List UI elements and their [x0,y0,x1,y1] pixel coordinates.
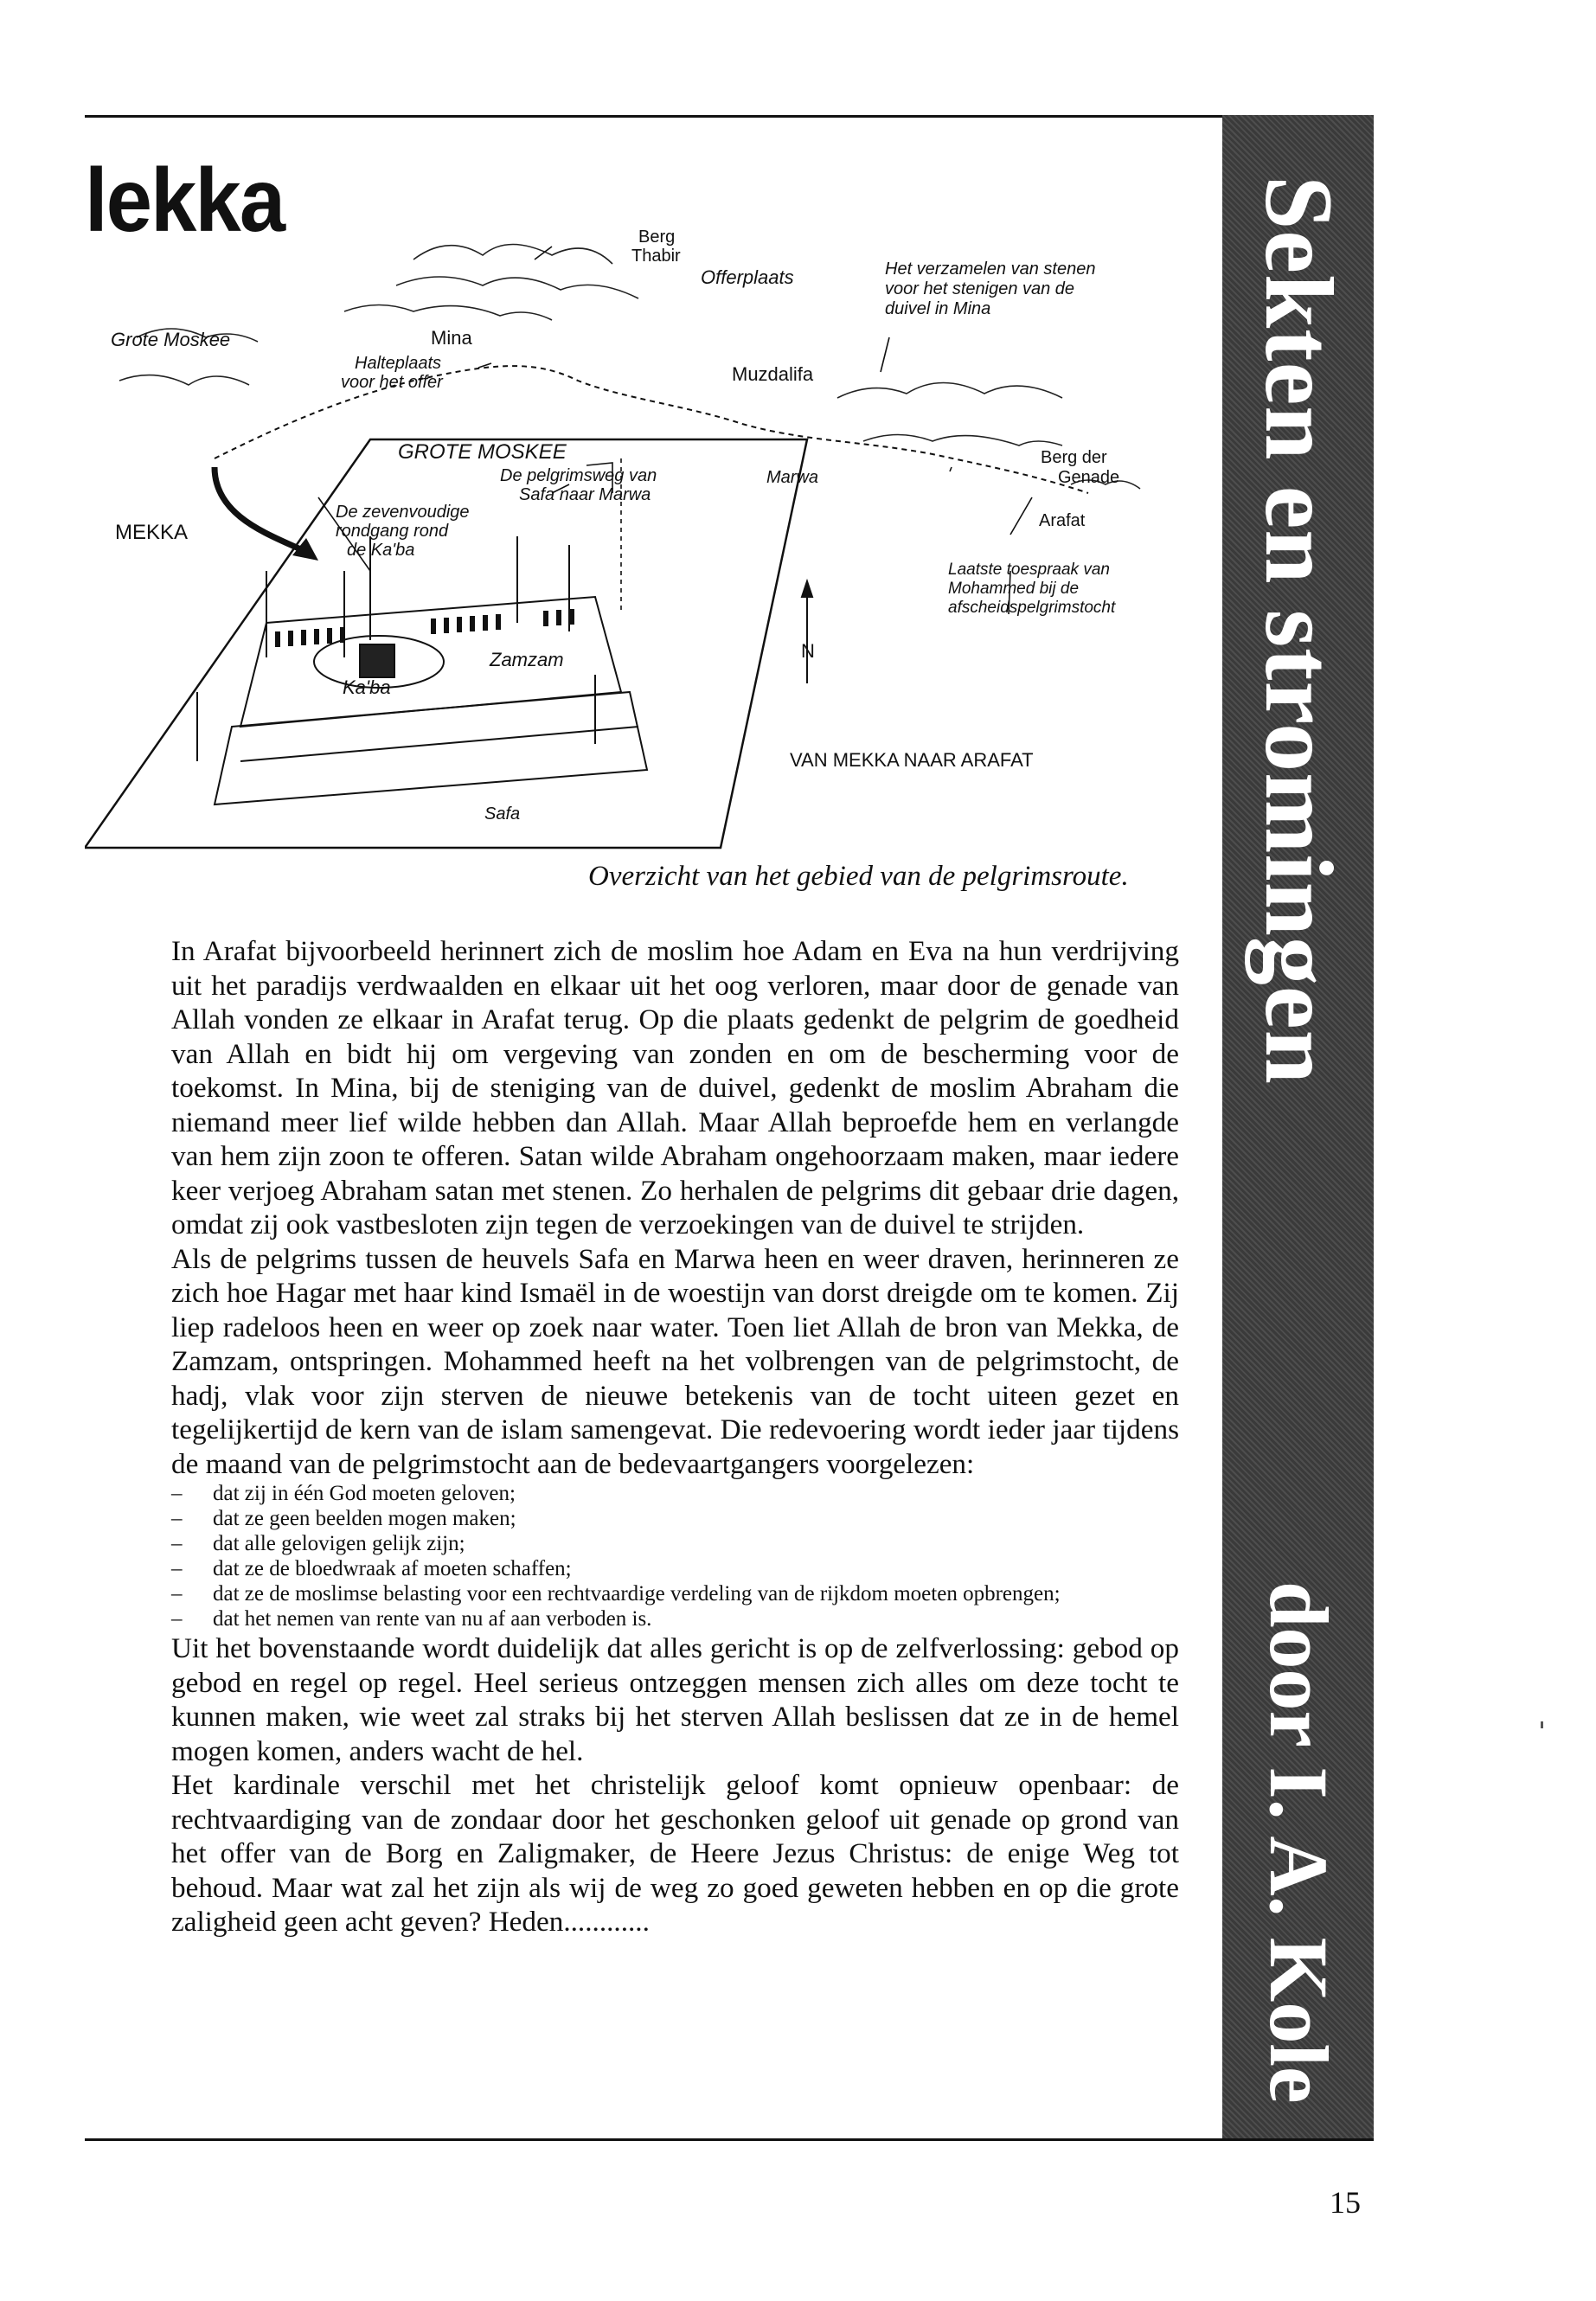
list-item: – dat ze de bloedwraak af moeten schaffen; [171,1556,1179,1581]
map-label-stenen-3: duivel in Mina [885,299,991,318]
north-arrow [802,581,812,683]
map-label-inset-title: GROTE MOSKEE [398,440,567,464]
map-label-berg-thabir-2: Thabir [631,247,681,266]
page-heading: lekka [85,151,285,251]
map-label-arafat: Arafat [1039,511,1086,530]
pilgrimage-map [85,208,1209,865]
list-item: – dat ze geen beelden mogen maken; [171,1506,1179,1531]
map-label-zevenvoudige-3: de Ka'ba [347,541,415,560]
paragraph: In Arafat bijvoorbeeld herinnert zich de moslim hoe Adam en Eva na hun verdrijving uit het paradijs verdwaalden en elkaar uit het oog verloren, maar door de genade van Allah vonden ze elkaar in Arafat terug. Op die plaats gedenkt de pelgrim de goedheid van Allah en bidt hij om vergeving van zonden en om de bescherming voor de toekomst. In Mina, bij de steniging van de duivel, gedenkt de moslim Abraham die niemand meer lief wilde hebben dan Allah. Maar Allah beproefde hem en verlangde van hem zijn zoon te offeren. Satan wilde Abraham ongehoorzaam maken, maar iedere keer verjoeg Abraham satan met stenen. Zo herhalen de pelgrims dit gebaar drie dagen, omdat zij ook vastbesloten zijn tegen de verzoekingen van de duivel te strijden. [171,935,1179,1240]
map-label-muzdalifa: Muzdalifa [732,363,814,385]
map-label-halteplaats-1: Halteplaats [355,354,442,373]
map-label-berg-thabir-1: Berg [638,228,676,247]
scan-speck [1541,1721,1543,1728]
map-label-mekka: MEKKA [115,521,189,544]
list-item: – dat alle gelovigen gelijk zijn; [171,1531,1179,1556]
figure-caption: Overzicht van het gebied van de pelgrimsroute. [588,861,1129,892]
bullet-list [171,1481,1179,1631]
mekka-arrow [215,467,310,554]
paragraph: Het kardinale verschil met het christelijk geloof komt opnieuw openbaar: de rechtvaardiging van de zondaar door het geschonken geloof uit genade op grond van het offer van de Borg en Zaligmaker, de Heere Jezus Christus: de enige Weg tot behoud. Maar wat zal het zijn als wij de weg zo goed geweten hebben en op die grote zaligheid geen acht geven? Heden............ [171,1769,1179,1938]
map-label-north: N [801,640,815,662]
paragraph: Uit het bovenstaande wordt duidelijk dat alles gericht is op de zelfverlossing: gebod op gebod en regel op regel. Heel serieus ontzeggen mensen zich alles om deze tocht te kunnen maken, wie weet zal straks bij het sterven Allah beslissen dat ze in de hemel mogen komen, anders wacht de hel. [171,1632,1179,1767]
map-label-zamzam: Zamzam [490,649,564,670]
map-label-pelgrimsweg-2: Safa naar Marwa [519,485,651,504]
map-label-halteplaats-2: voor het offer [341,373,443,392]
list-item: – dat het nemen van rente van nu af aan verboden is. [171,1606,1179,1631]
map-label-zevenvoudige-2: rondgang rond [336,522,449,541]
page-number: 15 [1330,2185,1361,2220]
series-title: Sekten en stromingen [1244,176,1352,1085]
map-label-grote-moskee: Grote Moskee [111,329,231,350]
map-label-kaba: Ka'ba [343,676,391,698]
article-body [171,934,1179,1939]
series-sidebar [1222,115,1374,2141]
map-label-stenen-2: voor het stenigen van de [885,279,1075,298]
map-label-offerplaats: Offerplaats [701,266,794,288]
map-label-safa: Safa [484,804,521,824]
map-label-toespraak-1: Laatste toespraak van [948,561,1110,579]
map-label-toespraak-3: afscheidspelgrimstocht [948,599,1116,617]
map-label-marwa: Marwa [766,468,819,487]
map-label-zevenvoudige-1: De zevenvoudige [336,503,470,522]
series-author: door I. A. Kole [1252,1581,1345,2104]
mosque-arcade [275,609,574,647]
list-item: – dat ze de moslimse belasting voor een rechtvaardige verdeling van de rijkdom moeten opbrengen; [171,1581,1179,1606]
paragraph: Als de pelgrims tussen de heuvels Safa en Marwa heen en weer draven, herinneren ze zich hoe Hagar met haar kind Ismaël in de woestijn van dorst dreigde om te komen. Zij liep radeloos heen en weer op zoek naar water. Toen liet Allah de bron van Mekka, de Zamzam, ontspringen. Mohammed heeft na het volbrengen van de pelgrimstocht, de hadj, vlak voor zijn sterven de nieuwe betekenis van de tocht uiteen gezet en tegelijkertijd de kern van de islam samengevat. Die redevoering wordt ieder jaar tijdens de maand van de pelgrimstocht aan de bedevaartgangers voorgelezen: [171,1242,1179,1480]
map-label-pelgrimsweg-1: De pelgrimsweg van [500,466,657,485]
map-label-berg-genade-1: Berg der [1041,448,1107,467]
map-label-mina: Mina [431,327,472,349]
list-item: – dat zij in één God moeten geloven; [171,1481,1179,1506]
top-rule [85,115,1374,118]
bottom-rule [85,2138,1374,2141]
mosque-drawing [197,536,647,804]
map-label-route-title: VAN MEKKA NAAR ARAFAT [790,749,1034,771]
map-label-stenen-1: Het verzamelen van stenen [885,260,1096,279]
map-label-berg-genade-2: Genade [1058,468,1120,487]
map-label-toespraak-2: Mohammed bij de [948,580,1080,598]
